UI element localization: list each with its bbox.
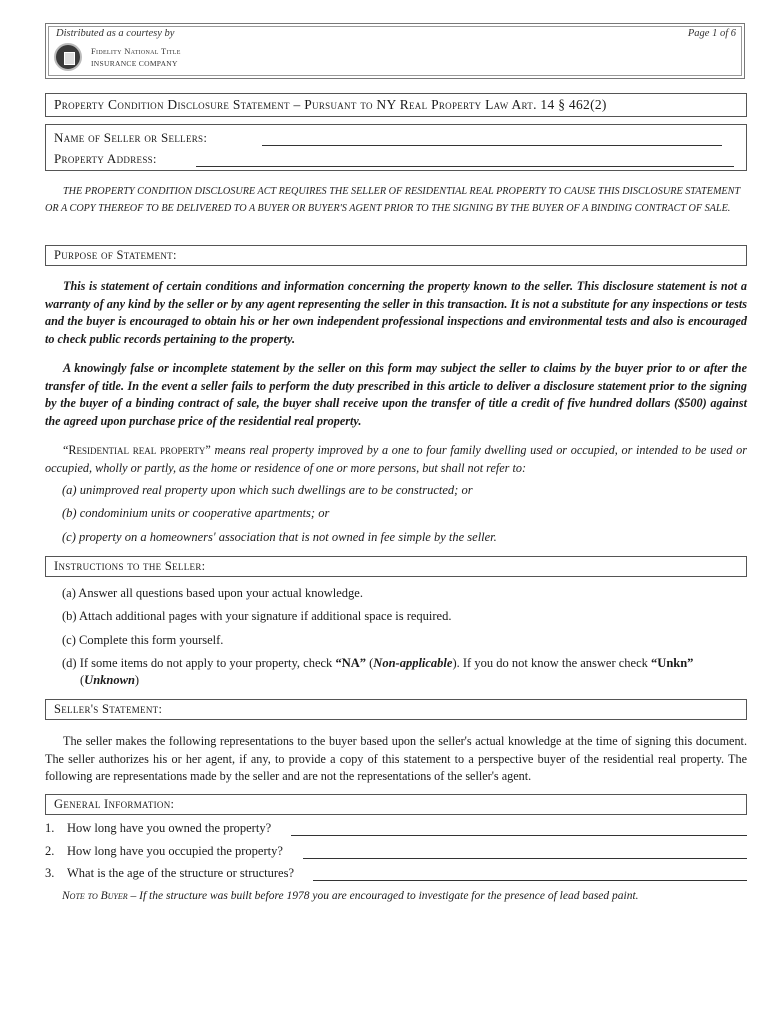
- unkn-code: “Unkn”: [651, 656, 694, 670]
- seller-name-field[interactable]: [262, 145, 722, 146]
- owned-duration-field[interactable]: [291, 835, 747, 836]
- instruction-d-mid: . If you do not know the answer check: [456, 656, 652, 670]
- question-text: How long have you occupied the property?: [67, 844, 283, 858]
- page-number: Page 1 of 6: [687, 28, 736, 39]
- question-row: [45, 844, 747, 862]
- form-title-box: [45, 93, 747, 117]
- instruction-item-d: (d) If some items do not apply to your property, check “NA” (Non-applicable). If you do not know the answer check “Unkn” (Unknown): [62, 656, 694, 687]
- instruction-d-prefix: (d) If some items do not apply to your property, check: [62, 656, 336, 670]
- definition-term: “Residential real property”: [63, 443, 211, 457]
- instruction-item: (b) Attach additional pages with your signature if additional space is required.: [62, 609, 452, 623]
- na-code: “NA”: [335, 656, 366, 670]
- instructions-heading-box: [45, 556, 747, 577]
- company-name: Fidelity National Title: [91, 46, 181, 56]
- sellers-statement-heading-box: [45, 699, 747, 720]
- residential-definition: [45, 442, 747, 477]
- seller-name-label: Name of Seller or Sellers:: [54, 130, 208, 145]
- courtesy-header: [45, 23, 745, 79]
- purpose-paragraph-2: A knowingly false or incomplete statement by the seller on this form may subject the seller to claims by the buyer prior to or after the transfer of title. In the event a seller fails to perform the duty prescribed in this article to deliver a disclosure statement prior to the signing by the buyer of a binding contract of sale, the buyer shall receive upon the transfer of title a credit of five hundred dollars ($500) against the agreed upon purchase price of the residential real property.: [45, 361, 747, 428]
- question-number: 2.: [45, 844, 55, 858]
- note-text: – If the structure was built before 1978 you are encouraged to investigate for the presence of lead based paint.: [127, 890, 639, 902]
- company-seal-icon: [54, 43, 82, 71]
- general-info-heading-box: [45, 794, 747, 815]
- unkn-meaning: Unknown: [84, 673, 135, 687]
- form-title: Property Condition Disclosure Statement – Pursuant to NY Real Property Law Art. 14 § 462(2): [54, 97, 607, 112]
- property-address-field[interactable]: [196, 166, 734, 167]
- purpose-heading-box: [45, 245, 747, 266]
- question-row: [45, 866, 747, 884]
- instructions-heading: Instructions to the Seller:: [54, 559, 206, 573]
- question-text: How long have you owned the property?: [67, 821, 272, 835]
- occupied-duration-field[interactable]: [303, 858, 747, 859]
- seller-info-box: [45, 124, 747, 171]
- courtesy-text: Distributed as a courtesy by: [56, 28, 175, 39]
- question-row: [45, 821, 747, 839]
- general-info-heading: General Information:: [54, 797, 175, 811]
- structure-age-field[interactable]: [313, 880, 747, 881]
- disclosure-notice: THE PROPERTY CONDITION DISCLOSURE ACT REQUIRES THE SELLER OF RESIDENTIAL REAL PROPERTY TO CAUSE THIS DISCLOSURE STATEMENT OR A COPY THEREOF TO BE DELIVERED TO A BUYER OR BUYER'S AGENT PRIOR TO THE SIGNING BY THE BUYER OF A BINDING CONTRACT OF SALE.: [45, 186, 740, 214]
- company-name-line2: INSURANCE COMPANY: [91, 59, 178, 68]
- sellers-statement-paragraph: The seller makes the following representations to the buyer based upon the seller's actual knowledge at the time of signing this document. The seller authorizes his or her agent, if any, to provide a copy of this statement to a perspective buyer of the residential real property. The following are representations made by the seller and are not the representations of the seller's agent.: [45, 734, 747, 783]
- exclusion-item: (a) unimproved real property upon which such dwellings are to be constructed; or: [62, 483, 473, 497]
- exclusion-item: (c) property on a homeowners' association that is not owned in fee simple by the seller.: [62, 530, 497, 544]
- na-meaning: Non-applicable: [373, 656, 453, 670]
- property-address-label: Property Address:: [54, 151, 157, 166]
- definition-text: means real property improved by a one to four family dwelling used or occupied, or intended to be used or occupied, wholly or partly, as the home or residence of one or more persons, but shall not refer to:: [45, 443, 747, 475]
- purpose-paragraph-1: This is statement of certain conditions and information concerning the property known to the seller. This disclosure statement is not a warranty of any kind by the seller or by any agent representing the seller in this transaction. It is not a substitute for any inspections or tests and the buyer is encouraged to obtain his or her own independent professional inspections and environmental tests and also is encouraged to check public records pertaining to the property.: [45, 279, 747, 346]
- purpose-heading: Purpose of Statement:: [54, 248, 177, 262]
- question-number: 1.: [45, 821, 55, 835]
- question-number: 3.: [45, 866, 55, 880]
- sellers-statement-heading: Seller's Statement:: [54, 702, 163, 716]
- question-text: What is the age of the structure or structures?: [67, 866, 294, 880]
- instruction-item: (c) Complete this form yourself.: [62, 633, 224, 647]
- note-to-buyer: [62, 888, 752, 904]
- instruction-item: (a) Answer all questions based upon your actual knowledge.: [62, 586, 363, 600]
- exclusion-item: (b) condominium units or cooperative apartments; or: [62, 506, 330, 520]
- note-label: Note to Buyer: [62, 890, 128, 902]
